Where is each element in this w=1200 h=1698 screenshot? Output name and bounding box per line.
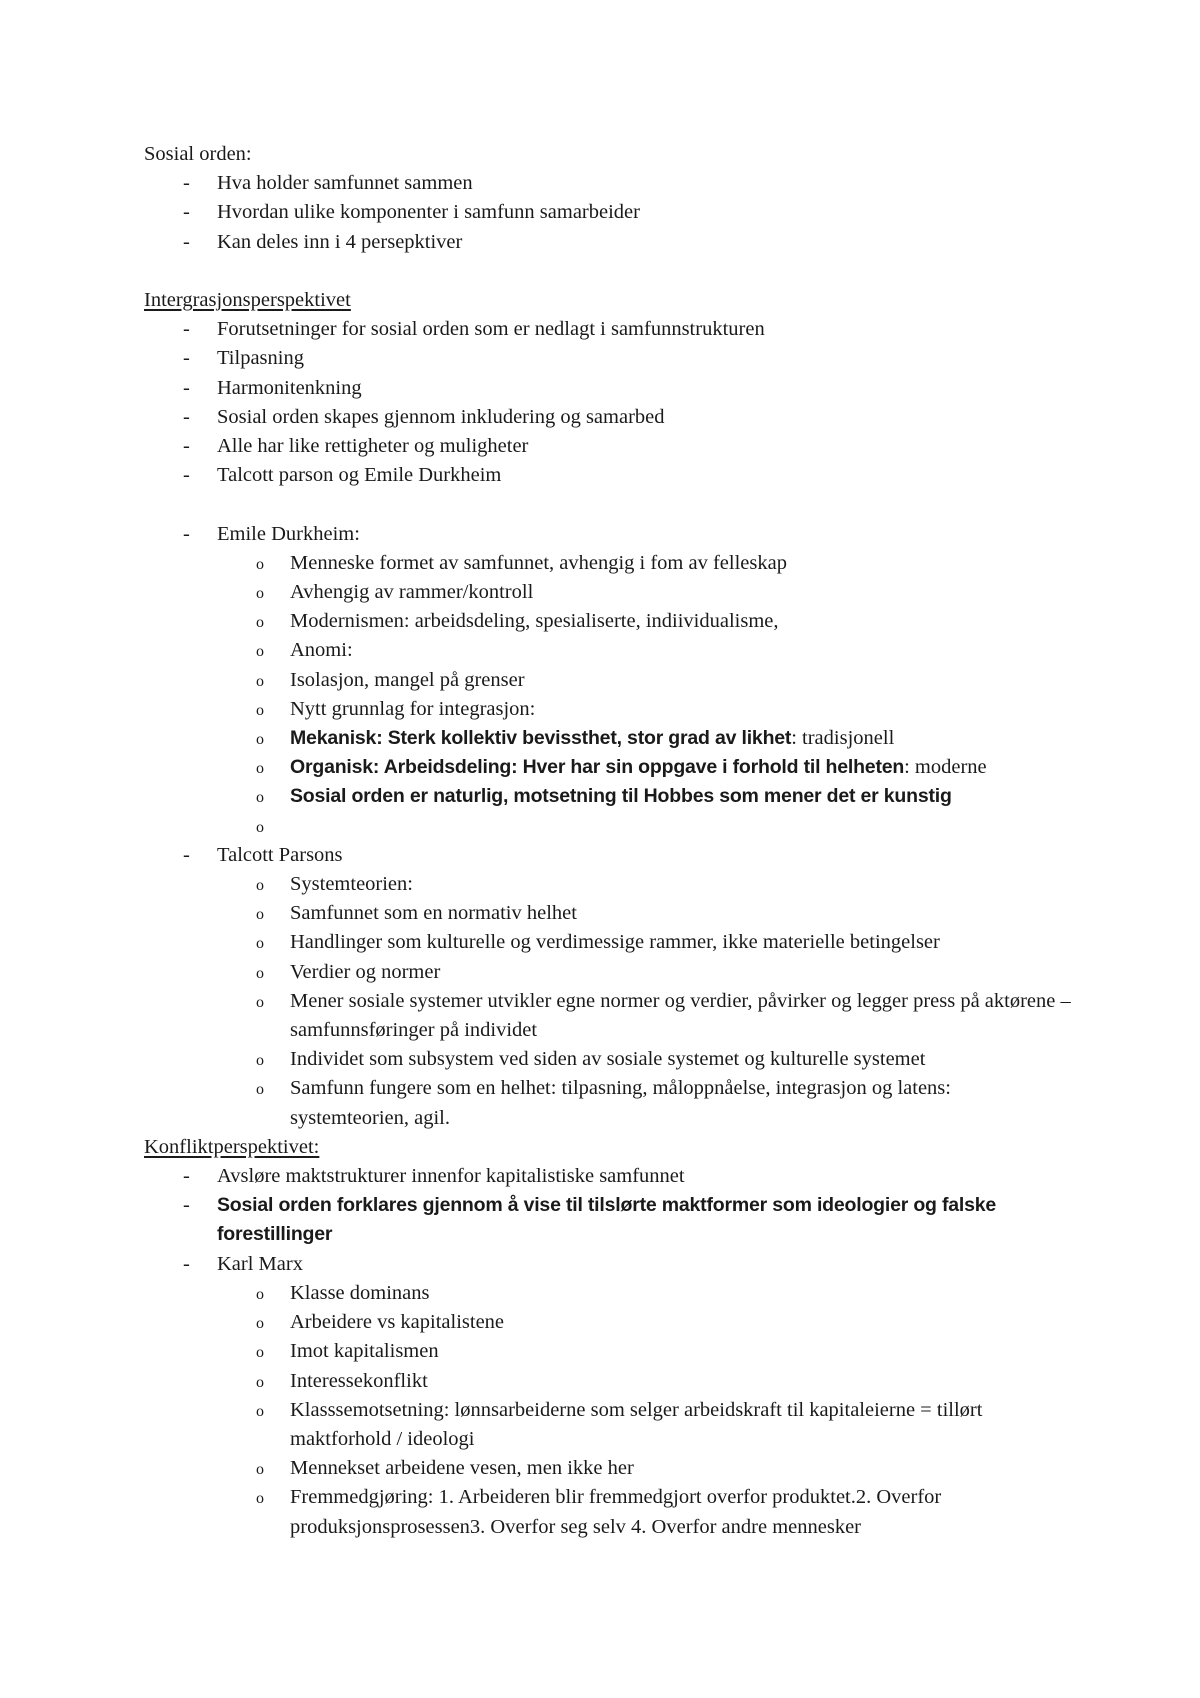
sublist-item — [144, 870, 1074, 899]
sublist-item-organisk — [144, 753, 1074, 782]
sublist-item-text: Interessekonflikt — [290, 1369, 428, 1392]
sublist-item-naturlig — [144, 782, 1074, 811]
list-item — [144, 315, 1074, 344]
integrasjon-list — [144, 315, 1074, 1133]
dash-marker: - — [183, 347, 190, 370]
circle-marker: o — [256, 877, 264, 895]
sublist-item-text: Systemteorien: — [290, 873, 413, 896]
circle-marker: o — [256, 555, 264, 573]
sublist-item — [144, 1367, 1074, 1396]
dash-marker: - — [183, 843, 190, 866]
list-item-text: Tilpasning — [217, 347, 304, 370]
circle-marker: o — [256, 818, 264, 836]
list-item-text: Hvordan ulike komponenter i samfunn samarbeider — [217, 201, 640, 224]
circle-marker: o — [256, 1490, 264, 1508]
sublist-item — [144, 666, 1074, 695]
durkheim-sublist — [217, 549, 1074, 841]
dash-marker: - — [183, 172, 190, 195]
circle-marker: o — [256, 1315, 264, 1333]
sublist-item — [144, 636, 1074, 665]
list-item-marx — [144, 1250, 1074, 1542]
list-item — [144, 1191, 1074, 1249]
sublist-item — [144, 1483, 1074, 1541]
circle-marker: o — [256, 964, 264, 982]
sublist-item-text: Mener sosiale systemer utvikler egne normer og verdier, påvirker og legger press på aktørene – samfunnsføringer på individet — [290, 989, 1071, 1042]
list-item-text: Harmonitenkning — [217, 376, 362, 399]
sublist-item-text: Klasssemotsetning: lønnsarbeiderne som selger arbeidskraft til kapitaleierne = tillørt maktforhold / ideologi — [290, 1398, 983, 1450]
bold-text: Sosial orden forklares gjennom å vise til tilslørte maktformer som ideologier og falske forestillinger — [217, 1194, 997, 1246]
circle-marker: o — [256, 1081, 264, 1099]
sublist-item-empty — [144, 812, 1074, 841]
sublist-item-text: Klasse dominans — [290, 1281, 430, 1304]
dash-marker: - — [183, 522, 190, 545]
section-title-konflikt: Konfliktperspektivet: — [144, 1135, 320, 1158]
circle-marker: o — [256, 1285, 264, 1303]
blank-line — [144, 257, 1074, 286]
sublist-item-mekanisk — [144, 724, 1074, 753]
list-item-parsons — [144, 841, 1074, 1133]
document-page — [144, 140, 1074, 1542]
sublist-item-text: : moderne — [904, 756, 987, 779]
circle-marker: o — [256, 935, 264, 953]
dash-marker: - — [183, 376, 190, 399]
sublist-item — [144, 695, 1074, 724]
circle-marker: o — [256, 614, 264, 632]
sublist-item-text: Verdier og normer — [290, 960, 441, 983]
sublist-item — [144, 899, 1074, 928]
sublist-item-text: Handlinger som kulturelle og verdimessige rammer, ikke materielle betingelser — [290, 931, 940, 954]
sublist-item-text: Isolasjon, mangel på grenser — [290, 668, 525, 691]
list-item-text: Talcott parson og Emile Durkheim — [217, 464, 502, 487]
list-item-text: Hva holder samfunnet sammen — [217, 172, 473, 195]
dash-marker: - — [183, 405, 190, 428]
sublist-item — [144, 1074, 1074, 1132]
circle-marker: o — [256, 1402, 264, 1420]
sublist-item-text: Imot kapitalismen — [290, 1340, 439, 1363]
sublist-item — [144, 1308, 1074, 1337]
list-item — [144, 403, 1074, 432]
list-item — [144, 198, 1074, 227]
circle-marker: o — [256, 1052, 264, 1070]
circle-marker: o — [256, 643, 264, 661]
konflikt-list — [144, 1162, 1074, 1542]
list-item-text: Forutsetninger for sosial orden som er nedlagt i samfunnstrukturen — [217, 318, 765, 341]
sublist-item — [144, 987, 1074, 1045]
list-item-text: Sosial orden skapes gjennom inkludering og samarbed — [217, 405, 665, 428]
section-title-sosial-orden: Sosial orden: — [144, 143, 252, 165]
circle-marker: o — [256, 585, 264, 603]
sublist-item — [144, 958, 1074, 987]
sublist-item-text: Arbeidere vs kapitalistene — [290, 1311, 505, 1334]
marx-sublist — [217, 1279, 1074, 1542]
circle-marker: o — [256, 789, 264, 807]
circle-marker: o — [256, 1461, 264, 1479]
sublist-item-text: Menneske formet av samfunnet, avhengig i fom av felleskap — [290, 551, 787, 574]
sublist-item-text — [290, 815, 295, 837]
sublist-item — [144, 1279, 1074, 1308]
bold-text: Sosial orden er naturlig, motsetning til Hobbes som mener det er kunstig — [290, 785, 952, 808]
list-item-text: Kan deles inn i 4 persepktiver — [217, 230, 463, 253]
sublist-item-text: Nytt grunnlag for integrasjon: — [290, 697, 536, 720]
sublist-item — [144, 1337, 1074, 1366]
circle-marker: o — [256, 672, 264, 690]
sublist-item-text: Mennekset arbeidene vesen, men ikke her — [290, 1457, 634, 1480]
list-item-durkheim — [144, 520, 1074, 841]
dash-marker: - — [183, 1194, 190, 1217]
dash-marker: - — [183, 318, 190, 341]
circle-marker: o — [256, 1373, 264, 1391]
dash-marker: - — [183, 464, 190, 487]
circle-marker: o — [256, 760, 264, 778]
dash-marker: - — [183, 201, 190, 224]
list-item-text: Talcott Parsons — [217, 843, 343, 866]
circle-marker: o — [256, 731, 264, 749]
list-item — [144, 169, 1074, 198]
dash-marker: - — [183, 1252, 190, 1275]
sublist-item-text: Fremmedgjøring: 1. Arbeideren blir fremmedgjort overfor produktet.2. Overfor produksjonsprosessen3. Overfor seg selv 4. Overfor andre mennesker — [290, 1486, 942, 1538]
dash-marker: - — [183, 230, 190, 253]
sublist-item — [144, 549, 1074, 578]
list-item — [144, 1162, 1074, 1191]
sublist-item-text: Modernismen: arbeidsdeling, spesialiserte, indiividualisme, — [290, 610, 779, 633]
list-item — [144, 374, 1074, 403]
list-item — [144, 344, 1074, 373]
bold-text: Mekanisk: Sterk kollektiv bevissthet, stor grad av likhet — [290, 727, 792, 750]
sublist-item-text: Individet som subsystem ved siden av sosiale systemet og kulturelle systemet — [290, 1048, 926, 1071]
sublist-item — [144, 578, 1074, 607]
circle-marker: o — [256, 701, 264, 719]
dash-marker: - — [183, 1165, 190, 1188]
sublist-item-text: Avhengig av rammer/kontroll — [290, 581, 534, 604]
list-item-text: Alle har like rettigheter og muligheter — [217, 435, 529, 458]
parsons-sublist — [217, 870, 1074, 1133]
circle-marker: o — [256, 906, 264, 924]
list-item — [144, 432, 1074, 461]
sublist-item — [144, 1045, 1074, 1074]
list-item-text: Avsløre maktstrukturer innenfor kapitalistiske samfunnet — [217, 1165, 685, 1188]
sublist-item-text: Samfunn fungere som en helhet: tilpasning, måloppnåelse, integrasjon og latens: systemteorien, agil. — [290, 1077, 951, 1129]
sublist-item-text: Samfunnet som en normativ helhet — [290, 902, 577, 925]
sublist-item-text: Anomi: — [290, 639, 353, 662]
list-item-text: Karl Marx — [217, 1252, 303, 1275]
sublist-item — [144, 928, 1074, 957]
sublist-item — [144, 1396, 1074, 1454]
sublist-item-text: : tradisjonell — [791, 727, 895, 750]
circle-marker: o — [256, 1344, 264, 1362]
sosial-orden-list — [144, 169, 1074, 257]
sublist-item — [144, 607, 1074, 636]
bold-text: Organisk: Arbeidsdeling: Hver har sin oppgave i forhold til helheten — [290, 756, 905, 779]
list-item — [144, 461, 1074, 490]
dash-marker: - — [183, 435, 190, 458]
list-item — [144, 228, 1074, 257]
section-title-integrasjon: Intergrasjonsperspektivet — [144, 289, 351, 311]
sublist-item — [144, 1454, 1074, 1483]
list-item-text: Emile Durkheim: — [217, 522, 360, 545]
circle-marker: o — [256, 993, 264, 1011]
